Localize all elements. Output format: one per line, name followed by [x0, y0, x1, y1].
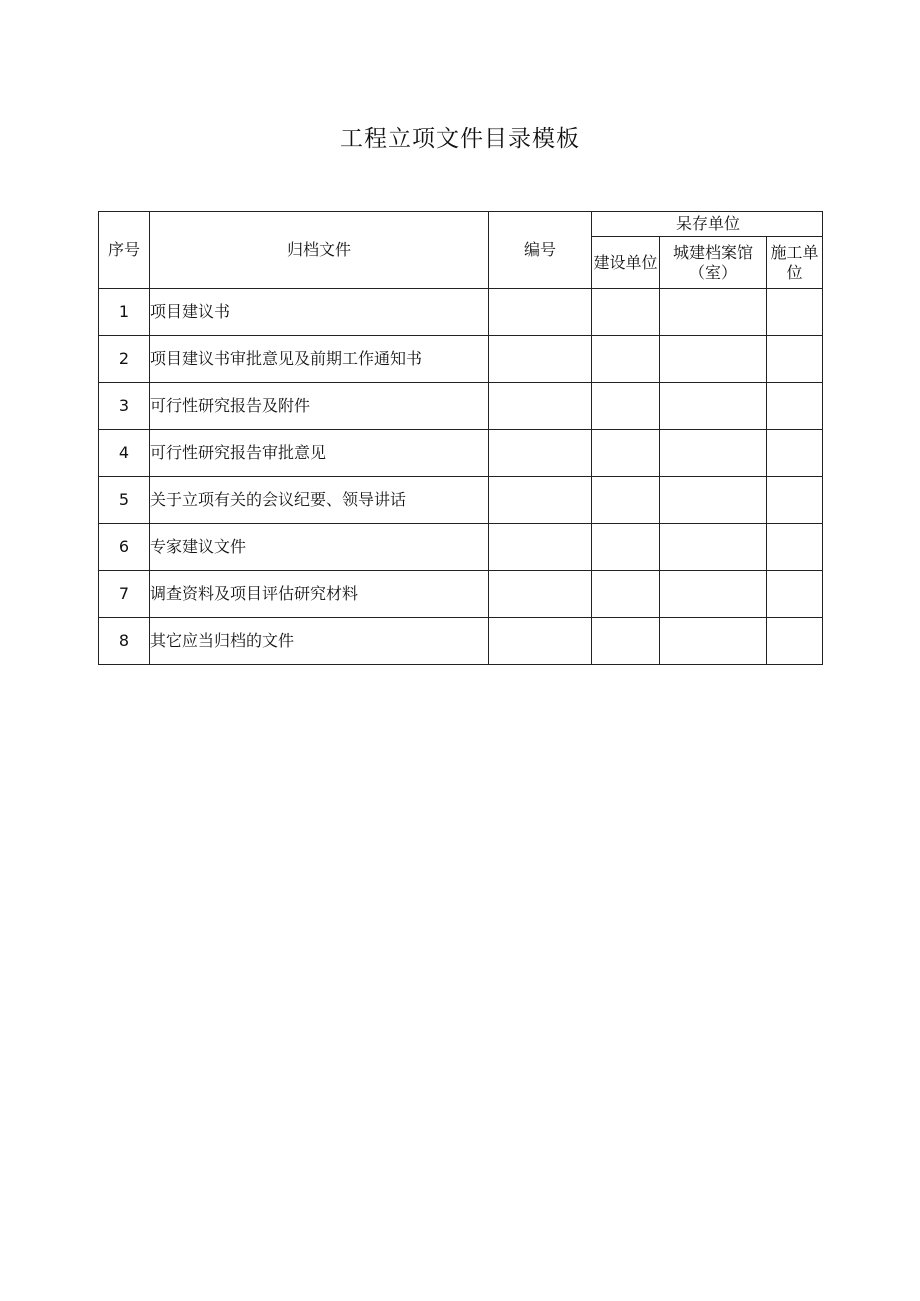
- row-code-cell[interactable]: [489, 289, 592, 336]
- row-archives-office-cell[interactable]: [660, 383, 767, 430]
- row-code-cell[interactable]: [489, 571, 592, 618]
- header-storage-label: 呆存单位: [676, 214, 741, 233]
- header-archives-office: 城建档案馆（室）: [660, 237, 767, 289]
- row-file-name: 调查资料及项目评估研究材料: [150, 571, 489, 618]
- file-catalog-table: [98, 211, 823, 665]
- row-code-cell[interactable]: [489, 618, 592, 665]
- row-code-cell[interactable]: [489, 430, 592, 477]
- row-builder-unit-cell[interactable]: [767, 618, 823, 665]
- row-seq: 6: [99, 524, 150, 571]
- row-builder-unit-cell[interactable]: [767, 571, 823, 618]
- row-archives-office-cell[interactable]: [660, 524, 767, 571]
- row-builder-unit-cell[interactable]: [767, 524, 823, 571]
- table-row: [99, 618, 823, 665]
- header-storage: [592, 212, 823, 237]
- row-seq: 4: [99, 430, 150, 477]
- header-seq: 序号: [99, 212, 150, 289]
- row-code-cell[interactable]: [489, 336, 592, 383]
- row-builder-unit-cell[interactable]: [767, 336, 823, 383]
- row-builder-unit-cell[interactable]: [767, 477, 823, 524]
- table-row: [99, 477, 823, 524]
- row-construction-unit-cell[interactable]: [592, 618, 660, 665]
- row-seq: 2: [99, 336, 150, 383]
- row-builder-unit-cell[interactable]: [767, 430, 823, 477]
- row-file-name: 可行性研究报告审批意见: [150, 430, 489, 477]
- row-seq: 1: [99, 289, 150, 336]
- row-file-name: 其它应当归档的文件: [150, 618, 489, 665]
- row-file-name: 项目建议书: [150, 289, 489, 336]
- table-row: [99, 383, 823, 430]
- row-construction-unit-cell[interactable]: [592, 571, 660, 618]
- table-row: [99, 430, 823, 477]
- row-construction-unit-cell[interactable]: [592, 430, 660, 477]
- row-archives-office-cell[interactable]: [660, 336, 767, 383]
- row-file-name: 专家建议文件: [150, 524, 489, 571]
- row-construction-unit-cell[interactable]: [592, 336, 660, 383]
- table-row: [99, 289, 823, 336]
- row-archives-office-cell[interactable]: [660, 618, 767, 665]
- row-construction-unit-cell[interactable]: [592, 289, 660, 336]
- row-seq: 5: [99, 477, 150, 524]
- row-seq: 7: [99, 571, 150, 618]
- row-code-cell[interactable]: [489, 383, 592, 430]
- table-row: [99, 524, 823, 571]
- header-builder-unit: 施工单位: [767, 237, 823, 289]
- table-row: [99, 336, 823, 383]
- row-code-cell[interactable]: [489, 524, 592, 571]
- row-builder-unit-cell[interactable]: [767, 383, 823, 430]
- row-construction-unit-cell[interactable]: [592, 477, 660, 524]
- header-file: 归档文件: [150, 212, 489, 289]
- header-construction-unit: 建设单位: [592, 237, 660, 289]
- row-file-name: 关于立项有关的会议纪要、领导讲话: [150, 477, 489, 524]
- table-header-row: [99, 212, 823, 237]
- row-archives-office-cell[interactable]: [660, 289, 767, 336]
- row-code-cell[interactable]: [489, 477, 592, 524]
- row-builder-unit-cell[interactable]: [767, 289, 823, 336]
- row-construction-unit-cell[interactable]: [592, 383, 660, 430]
- row-archives-office-cell[interactable]: [660, 571, 767, 618]
- row-file-name: 可行性研究报告及附件: [150, 383, 489, 430]
- page-title: 工程立项文件目录模板: [340, 126, 580, 152]
- row-construction-unit-cell[interactable]: [592, 524, 660, 571]
- header-code: 编号: [489, 212, 592, 289]
- row-seq: 3: [99, 383, 150, 430]
- row-archives-office-cell[interactable]: [660, 430, 767, 477]
- table-row: [99, 571, 823, 618]
- row-archives-office-cell[interactable]: [660, 477, 767, 524]
- row-file-name: 项目建议书审批意见及前期工作通知书: [150, 336, 489, 383]
- row-seq: 8: [99, 618, 150, 665]
